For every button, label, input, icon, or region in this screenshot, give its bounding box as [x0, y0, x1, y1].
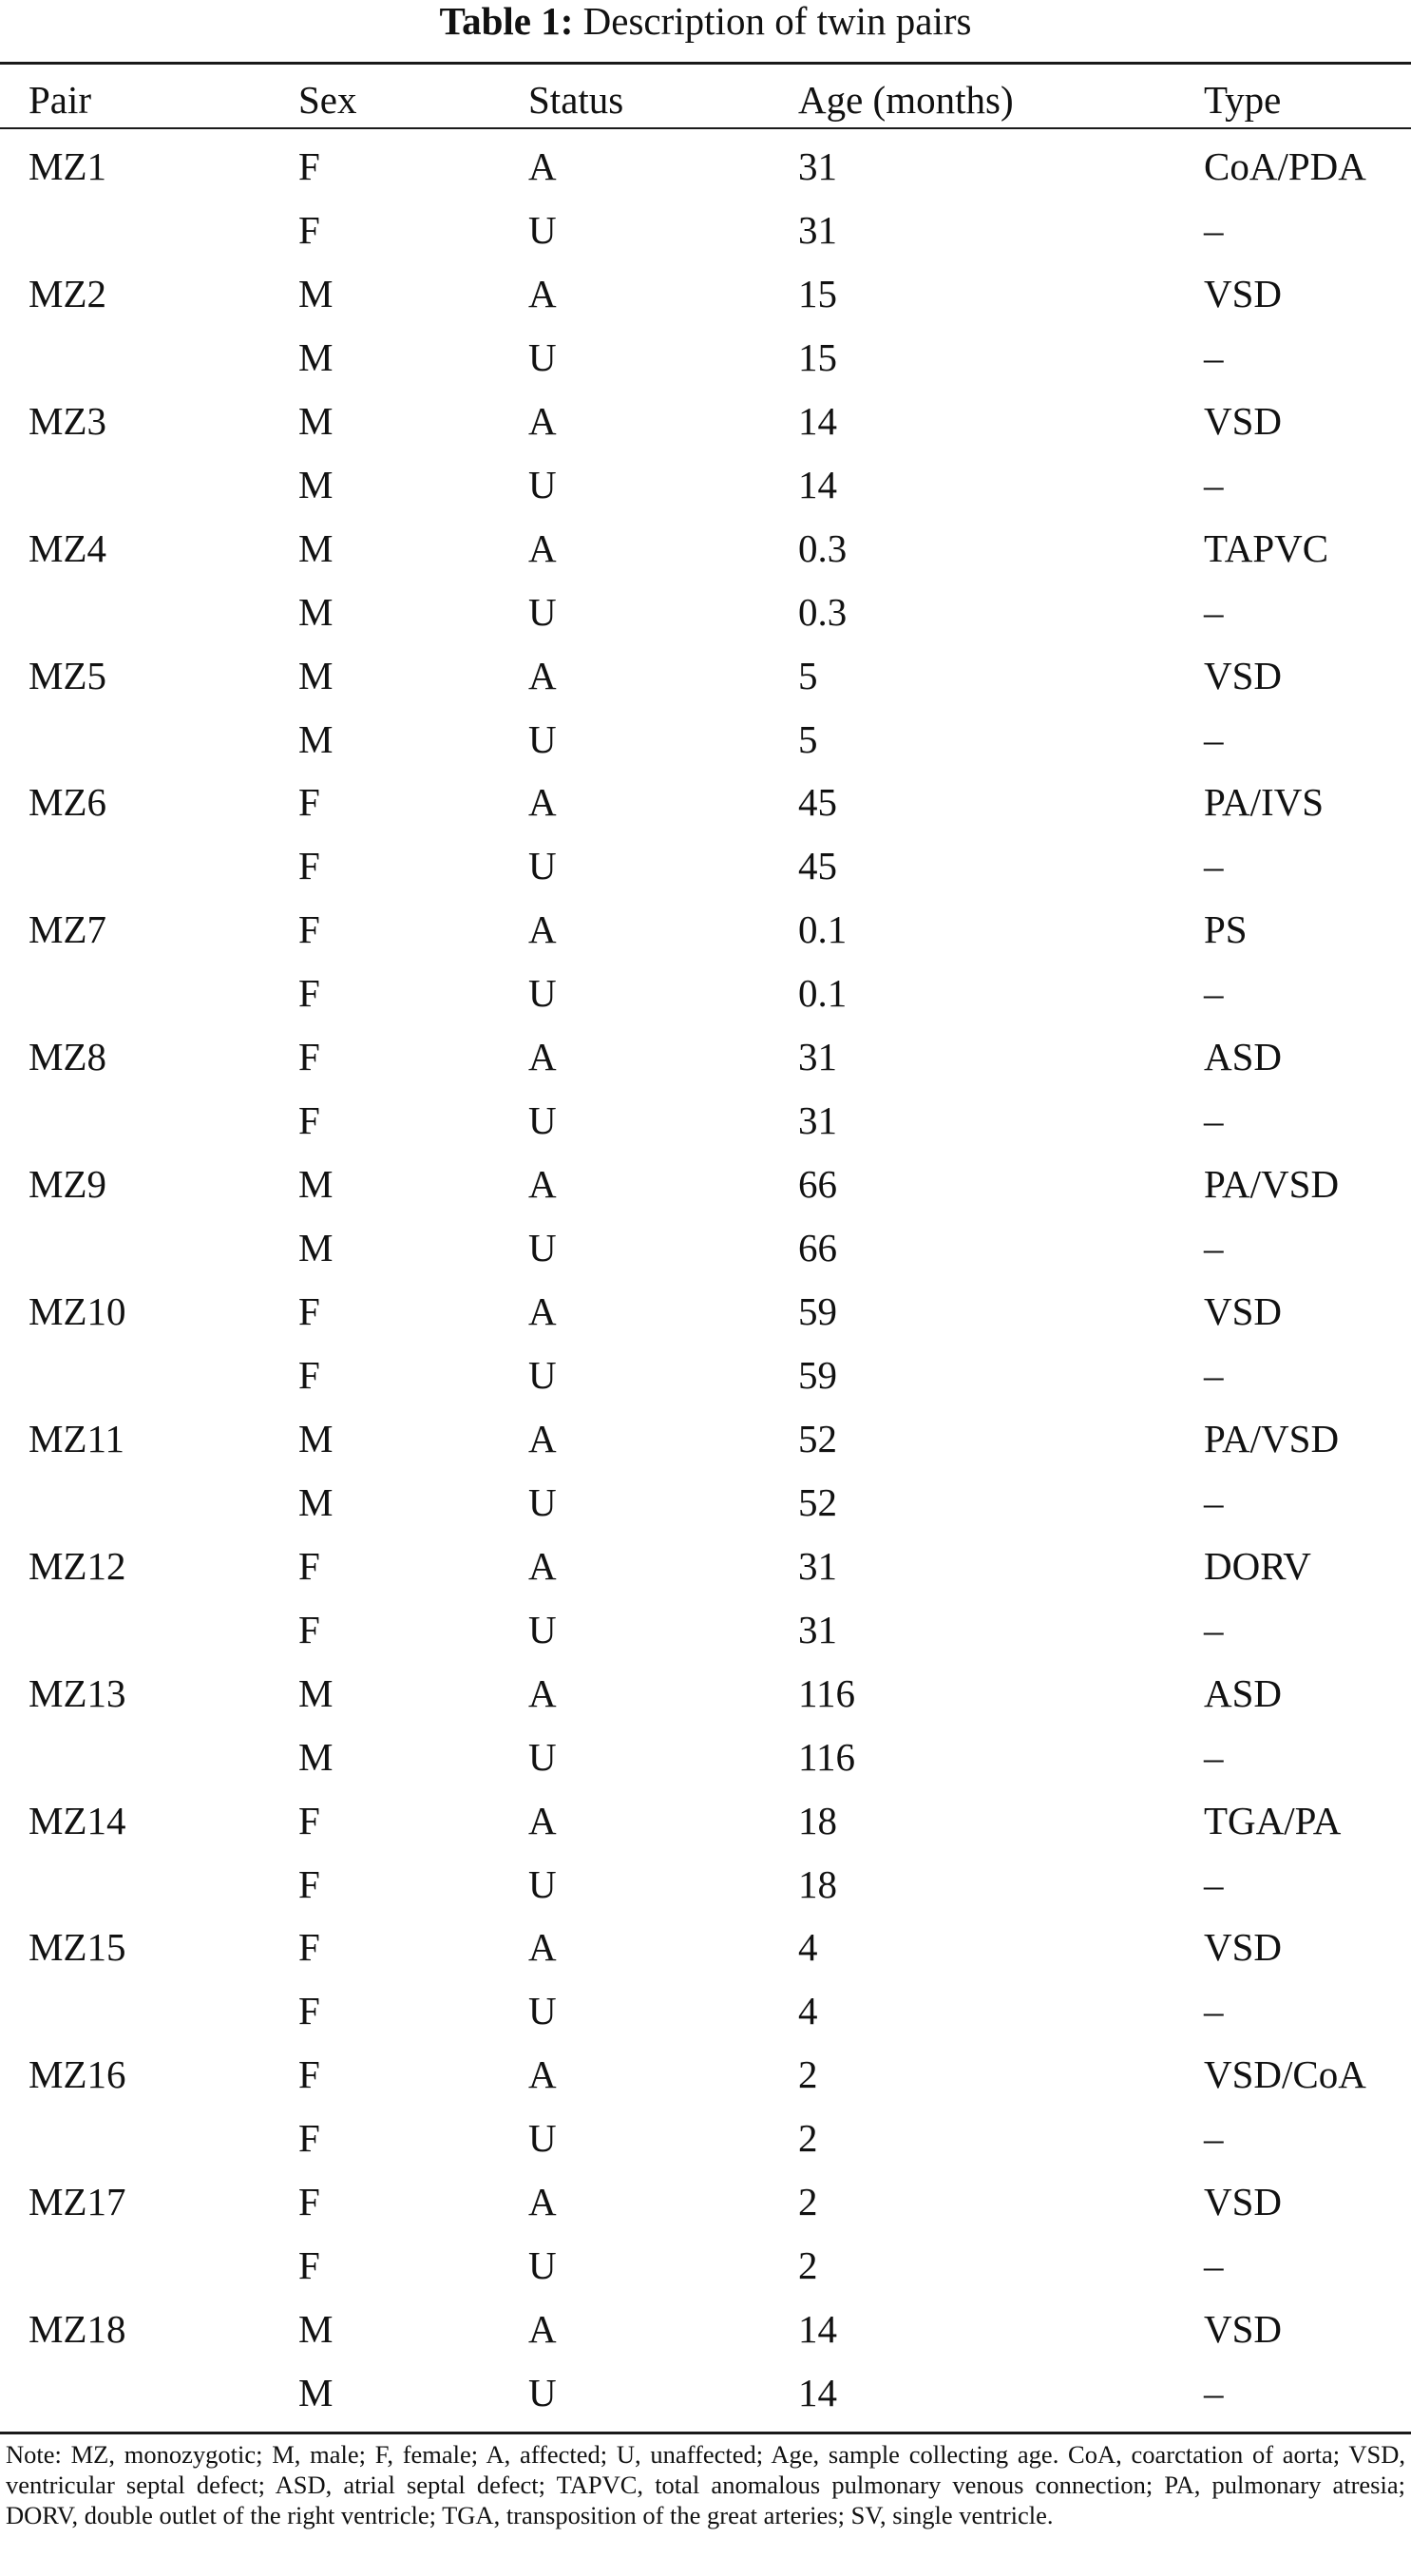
cell-status: A [528, 2307, 557, 2352]
cell-sex: F [298, 1798, 320, 1842]
pair-group [0, 1414, 1411, 1541]
cell-sex: M [298, 271, 334, 315]
cell-sex: M [298, 2371, 334, 2415]
cell-age: 59 [798, 1353, 837, 1398]
table-body [0, 142, 1411, 2422]
table-row [0, 1732, 1411, 1796]
table-row [0, 2241, 1411, 2304]
cell-status: A [528, 1162, 557, 1207]
cell-status: U [528, 2371, 557, 2415]
table-row [0, 1032, 1411, 1096]
cell-type: VSD [1204, 653, 1283, 697]
cell-sex: F [298, 2243, 320, 2288]
cell-pair: MZ12 [29, 1543, 126, 1588]
cell-status: A [528, 271, 557, 315]
column-header-age: Age (months) [798, 78, 1014, 122]
table-row [0, 715, 1411, 778]
cell-age: 59 [798, 1289, 837, 1334]
cell-pair: MZ1 [29, 144, 106, 188]
cell-status: A [528, 653, 557, 697]
cell-pair: MZ10 [29, 1289, 126, 1334]
cell-type: – [1204, 1607, 1224, 1651]
table-row [0, 968, 1411, 1032]
cell-type: TAPVC [1204, 525, 1329, 570]
cell-sex: F [298, 1353, 320, 1398]
pair-group [0, 905, 1411, 1032]
cell-age: 18 [798, 1861, 837, 1906]
cell-type: – [1204, 1734, 1224, 1779]
cell-type: – [1204, 2243, 1224, 2288]
cell-type: – [1204, 1353, 1224, 1398]
column-header-pair: Pair [29, 78, 92, 122]
table-row [0, 1541, 1411, 1605]
cell-status: U [528, 462, 557, 506]
pair-group [0, 142, 1411, 269]
cell-sex: M [298, 334, 334, 379]
cell-type: – [1204, 1989, 1224, 2033]
table-row [0, 1287, 1411, 1350]
table-row [0, 1796, 1411, 1860]
cell-sex: F [298, 2116, 320, 2161]
cell-pair: MZ13 [29, 1670, 126, 1715]
cell-status: A [528, 1798, 557, 1842]
cell-status: A [528, 2180, 557, 2224]
cell-age: 18 [798, 1798, 837, 1842]
table-bottom-rule [0, 2432, 1411, 2434]
cell-type: – [1204, 1098, 1224, 1143]
cell-type: – [1204, 1479, 1224, 1524]
cell-type: VSD [1204, 398, 1283, 443]
cell-pair: MZ11 [29, 1416, 124, 1460]
pair-group [0, 1032, 1411, 1159]
pair-group [0, 1541, 1411, 1669]
cell-type: – [1204, 2371, 1224, 2415]
cell-age: 52 [798, 1479, 837, 1524]
cell-status: U [528, 589, 557, 634]
cell-sex: M [298, 589, 334, 634]
cell-sex: M [298, 525, 334, 570]
cell-type: – [1204, 589, 1224, 634]
cell-type: ASD [1204, 1670, 1283, 1715]
cell-age: 5 [798, 716, 818, 761]
cell-pair: MZ7 [29, 907, 106, 952]
table-row [0, 905, 1411, 968]
cell-sex: F [298, 2052, 320, 2097]
cell-status: U [528, 2243, 557, 2288]
cell-status: A [528, 1416, 557, 1460]
table-row [0, 2177, 1411, 2241]
cell-sex: M [298, 1734, 334, 1779]
table-row [0, 1669, 1411, 1732]
pair-group [0, 1287, 1411, 1414]
cell-type: – [1204, 2116, 1224, 2161]
cell-pair: MZ8 [29, 1035, 106, 1079]
cell-status: A [528, 1289, 557, 1334]
cell-pair: MZ17 [29, 2180, 126, 2224]
cell-status: A [528, 1670, 557, 1715]
cell-sex: F [298, 1925, 320, 1970]
cell-type: PA/VSD [1204, 1162, 1340, 1207]
cell-age: 4 [798, 1989, 818, 2033]
cell-status: U [528, 1861, 557, 1906]
table-row [0, 142, 1411, 205]
column-header-type: Type [1204, 78, 1282, 122]
cell-age: 31 [798, 1035, 837, 1079]
cell-status: A [528, 144, 557, 188]
cell-age: 45 [798, 780, 837, 825]
table-row [0, 205, 1411, 269]
table-row [0, 1223, 1411, 1287]
cell-status: U [528, 844, 557, 888]
cell-sex: M [298, 398, 334, 443]
table-note: Note: MZ, monozygotic; M, male; F, female; A, affected; U, unaffected; Age, sample collecting age. CoA, coarctation of aorta; VSD, ventricular septal defect; ASD, atrial septal defect; TAPVC, total anomalous pulmonary venous connection; PA, pulmonary atresia; DORV, double outlet of the right ventricle; TGA, transposition of the great arteries; SV, single ventricle. [6, 2440, 1405, 2529]
cell-status: U [528, 1353, 557, 1398]
pair-group [0, 1159, 1411, 1287]
cell-age: 2 [798, 2052, 818, 2097]
cell-age: 31 [798, 1607, 837, 1651]
table-header-rule [0, 127, 1411, 129]
pair-group [0, 269, 1411, 396]
pair-group [0, 2177, 1411, 2304]
table-row [0, 1986, 1411, 2050]
cell-age: 116 [798, 1670, 855, 1715]
cell-age: 15 [798, 334, 837, 379]
cell-pair: MZ6 [29, 780, 106, 825]
cell-pair: MZ9 [29, 1162, 106, 1207]
cell-status: A [528, 780, 557, 825]
cell-status: U [528, 2116, 557, 2161]
cell-pair: MZ14 [29, 1798, 126, 1842]
cell-age: 31 [798, 208, 837, 252]
cell-sex: F [298, 971, 320, 1016]
cell-sex: M [298, 1416, 334, 1460]
table-row [0, 2113, 1411, 2177]
cell-pair: MZ18 [29, 2307, 126, 2352]
cell-sex: M [298, 1162, 334, 1207]
cell-sex: F [298, 1098, 320, 1143]
cell-age: 14 [798, 462, 837, 506]
cell-type: – [1204, 844, 1224, 888]
pair-group [0, 2304, 1411, 2432]
cell-age: 4 [798, 1925, 818, 1970]
cell-type: CoA/PDA [1204, 144, 1366, 188]
cell-age: 66 [798, 1162, 837, 1207]
cell-sex: M [298, 1226, 334, 1270]
pair-group [0, 2050, 1411, 2177]
table-row [0, 1860, 1411, 1923]
table-row [0, 1478, 1411, 1541]
cell-age: 31 [798, 1543, 837, 1588]
pair-group [0, 1922, 1411, 2050]
cell-type: VSD [1204, 2307, 1283, 2352]
cell-type: VSD/CoA [1204, 2052, 1366, 2097]
table-row [0, 460, 1411, 524]
cell-pair: MZ5 [29, 653, 106, 697]
cell-sex: M [298, 653, 334, 697]
column-header-sex: Sex [298, 78, 357, 122]
table-row [0, 269, 1411, 333]
table-row [0, 651, 1411, 715]
cell-type: – [1204, 462, 1224, 506]
cell-status: U [528, 1989, 557, 2033]
cell-age: 15 [798, 271, 837, 315]
cell-sex: F [298, 1607, 320, 1651]
cell-status: U [528, 334, 557, 379]
cell-type: VSD [1204, 1925, 1283, 1970]
table-caption [0, 0, 1411, 49]
cell-status: U [528, 1479, 557, 1524]
cell-age: 14 [798, 2307, 837, 2352]
cell-age: 52 [798, 1416, 837, 1460]
cell-status: A [528, 1925, 557, 1970]
cell-status: A [528, 1035, 557, 1079]
cell-sex: F [298, 1989, 320, 2033]
cell-sex: M [298, 462, 334, 506]
cell-type: – [1204, 971, 1224, 1016]
table-top-rule [0, 62, 1411, 65]
cell-sex: F [298, 1289, 320, 1334]
table-row [0, 333, 1411, 396]
table-row [0, 587, 1411, 651]
cell-type: VSD [1204, 1289, 1283, 1334]
cell-age: 5 [798, 653, 818, 697]
table-row [0, 1159, 1411, 1223]
cell-sex: F [298, 208, 320, 252]
column-header-status: Status [528, 78, 624, 122]
cell-type: PS [1204, 907, 1248, 952]
table-row [0, 1096, 1411, 1159]
cell-status: U [528, 1226, 557, 1270]
cell-type: – [1204, 716, 1224, 761]
pair-group [0, 1669, 1411, 1796]
cell-type: – [1204, 1861, 1224, 1906]
cell-age: 2 [798, 2243, 818, 2288]
table-row [0, 2050, 1411, 2113]
cell-sex: F [298, 1861, 320, 1906]
table-caption-title: Description of twin pairs [582, 0, 972, 43]
cell-status: U [528, 208, 557, 252]
table-caption-label: Table 1: [439, 0, 574, 43]
cell-age: 31 [798, 144, 837, 188]
pair-group [0, 777, 1411, 905]
table-row [0, 396, 1411, 460]
cell-age: 0.1 [798, 971, 848, 1016]
cell-type: – [1204, 208, 1224, 252]
table-row [0, 1605, 1411, 1669]
cell-type: – [1204, 1226, 1224, 1270]
cell-pair: MZ15 [29, 1925, 126, 1970]
cell-sex: F [298, 2180, 320, 2224]
cell-status: A [528, 1543, 557, 1588]
table-row [0, 841, 1411, 905]
cell-status: A [528, 525, 557, 570]
cell-sex: M [298, 716, 334, 761]
cell-sex: F [298, 1543, 320, 1588]
table-row [0, 2304, 1411, 2368]
cell-sex: F [298, 1035, 320, 1079]
cell-age: 2 [798, 2116, 818, 2161]
cell-age: 0.3 [798, 589, 848, 634]
table-row [0, 777, 1411, 841]
cell-sex: F [298, 780, 320, 825]
cell-age: 14 [798, 2371, 837, 2415]
cell-status: A [528, 398, 557, 443]
cell-status: U [528, 971, 557, 1016]
cell-status: U [528, 1734, 557, 1779]
cell-status: A [528, 907, 557, 952]
cell-pair: MZ3 [29, 398, 106, 443]
cell-age: 45 [798, 844, 837, 888]
cell-age: 2 [798, 2180, 818, 2224]
table-row [0, 1350, 1411, 1414]
cell-status: A [528, 2052, 557, 2097]
cell-age: 14 [798, 398, 837, 443]
cell-type: PA/IVS [1204, 780, 1325, 825]
cell-type: DORV [1204, 1543, 1311, 1588]
cell-pair: MZ16 [29, 2052, 126, 2097]
cell-sex: M [298, 1479, 334, 1524]
cell-sex: M [298, 1670, 334, 1715]
cell-status: U [528, 716, 557, 761]
cell-type: TGA/PA [1204, 1798, 1342, 1842]
cell-sex: F [298, 144, 320, 188]
pair-group [0, 651, 1411, 778]
pair-group [0, 524, 1411, 651]
table-row [0, 2368, 1411, 2432]
table-row [0, 524, 1411, 587]
cell-pair: MZ2 [29, 271, 106, 315]
cell-age: 0.3 [798, 525, 848, 570]
table-row [0, 1414, 1411, 1478]
cell-age: 31 [798, 1098, 837, 1143]
cell-pair: MZ4 [29, 525, 106, 570]
table-row [0, 1922, 1411, 1986]
cell-type: PA/VSD [1204, 1416, 1340, 1460]
table-header-row [0, 75, 1411, 126]
cell-age: 66 [798, 1226, 837, 1270]
cell-status: U [528, 1607, 557, 1651]
cell-sex: M [298, 2307, 334, 2352]
cell-sex: F [298, 907, 320, 952]
cell-type: ASD [1204, 1035, 1283, 1079]
cell-type: VSD [1204, 271, 1283, 315]
cell-age: 0.1 [798, 907, 848, 952]
cell-sex: F [298, 844, 320, 888]
cell-status: U [528, 1098, 557, 1143]
cell-age: 116 [798, 1734, 855, 1779]
pair-group [0, 1796, 1411, 1923]
cell-type: – [1204, 334, 1224, 379]
cell-type: VSD [1204, 2180, 1283, 2224]
pair-group [0, 396, 1411, 524]
